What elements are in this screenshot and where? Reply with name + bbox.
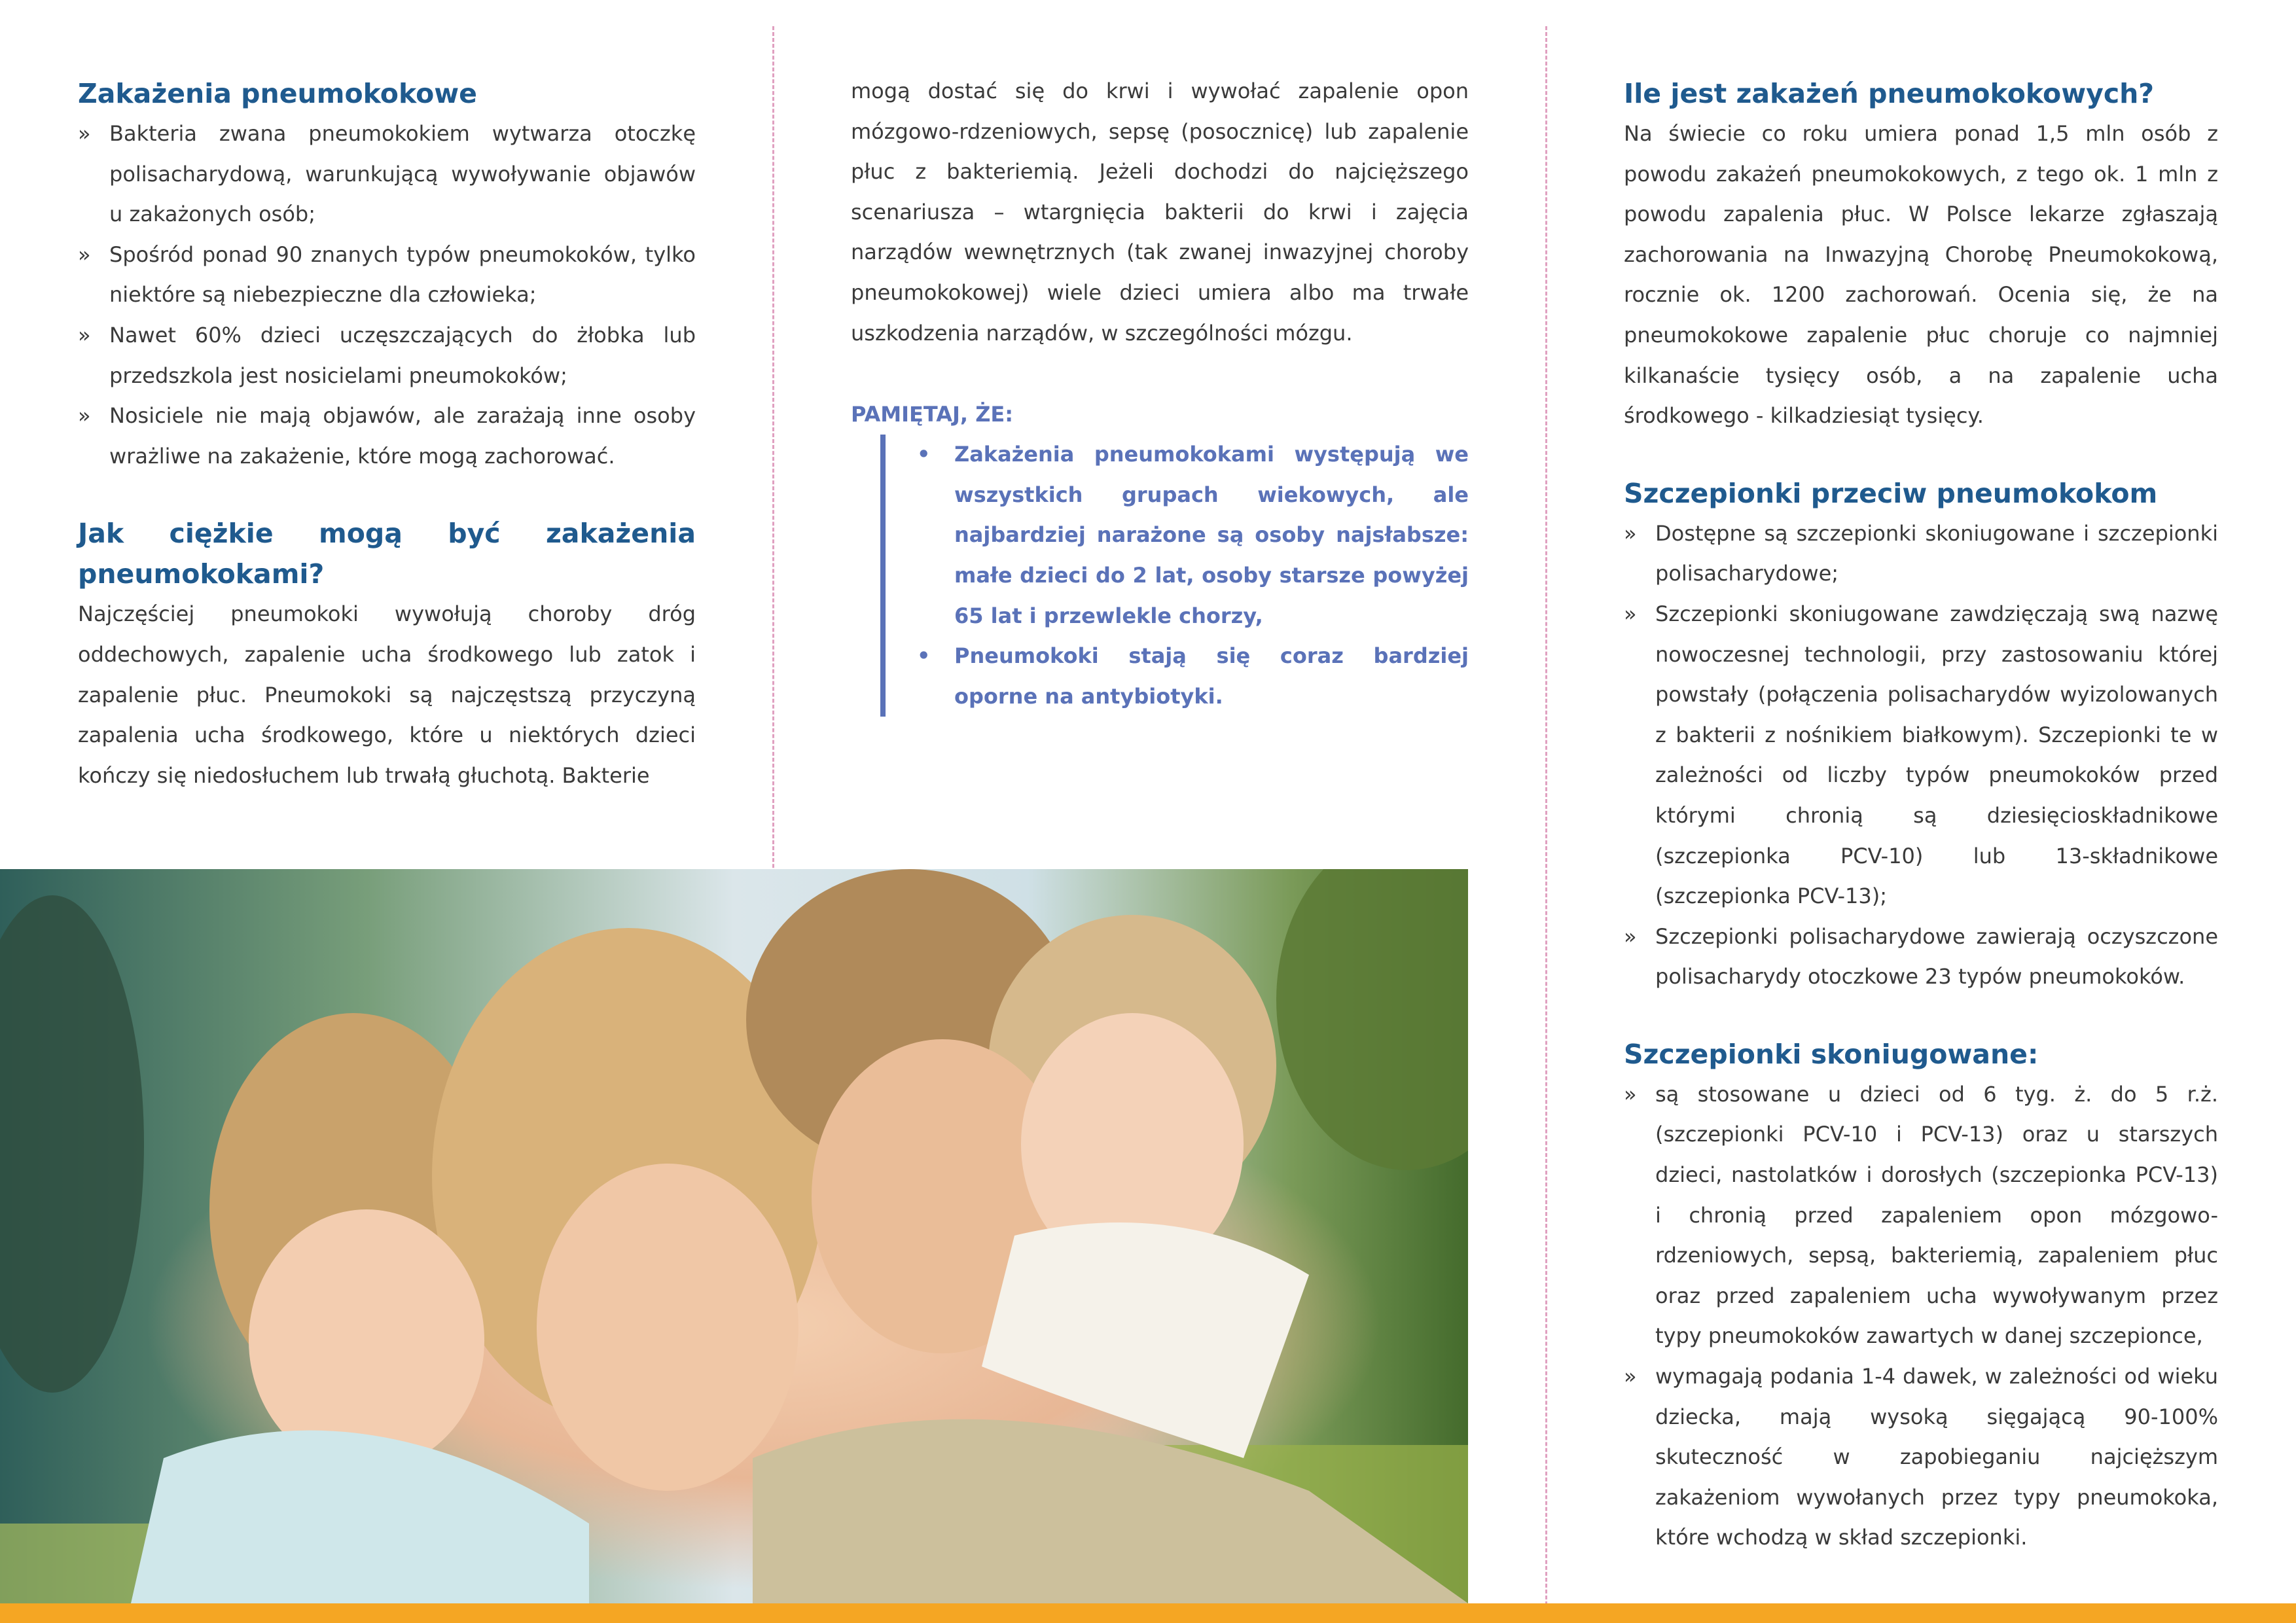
remember-box	[880, 435, 1469, 717]
vaccines-list	[1624, 514, 2218, 997]
middle-panel	[851, 0, 1469, 717]
severity-paragraph-continued: mogą dostać się do krwi i wywołać zapalenie opon mózgowo-rdzeniowych, sepsę (posocznicę) lub zapalenie płuc z bakteriemią. Jeżeli dochodzi do najcięższego scenariusza – wtargnięcia bakterii do krwi i zajęcia narządów wewnętrznych (tak zwanej inwazyjnej choroby pneumokokowej) wiele dzieci umiera albo ma trwałe uszkodzenia narządów, w szczególności mózgu.	[851, 79, 1469, 346]
left-panel	[78, 0, 696, 796]
heading-conjugate-vaccines: Szczepionki skoniugowane:	[1624, 1038, 2039, 1070]
heading-severity: Jak ciężkie mogą być zakażenia pneumokokami?	[78, 518, 696, 590]
conjugate-vaccines-list	[1624, 1075, 2218, 1558]
remember-title: PAMIĘTAJ, ŻE:	[851, 402, 1014, 427]
list-item: » Spośród ponad 90 znanych typów pneumokoków, tylko niektóre są niebezpieczne dla człowieka;	[78, 235, 696, 315]
list-item: » Dostępne są szczepionki skoniugowane i szczepionki polisacharydowe;	[1624, 514, 2218, 594]
heading-how-many-infections: Ile jest zakażeń pneumokokowych?	[1624, 78, 2155, 109]
statistics-paragraph: Na świecie co roku umiera ponad 1,5 mln osób z powodu zakażeń pneumokokowych, z tego ok. 1 mln z powodu zapalenia płuc. W Polsce lekarze zgłaszają zachorowania na Inwazyjną Chorobę Pneumokokową, rocznie ok. 1200 zachorowań. Ocenia się, że na pneumokokowe zapalenie płuc choruje co najmniej kilkanaście tysięcy osób, a na zapalenie ucha środkowego - kilkadziesiąt tysięcy.	[1624, 121, 2218, 429]
list-item: » wymagają podania 1-4 dawek, w zależności od wieku dziecka, mają wysoką sięgającą 90-100% skuteczność w zapobieganiu najcięższym zakażeniom wywołanych przez typy pneumokoka, które wchodzą w skład szczepionki.	[1624, 1357, 2218, 1558]
list-item: » Nosiciele nie mają objawów, ale zarażają inne osoby wrażliwe na zakażenie, które mogą zachorować.	[78, 396, 696, 476]
severity-paragraph: Najczęściej pneumokoki wywołują choroby dróg oddechowych, zapalenie ucha środkowego lub zatok i zapalenie płuc. Pneumokoki są najczęstszą przyczyną zapalenia ucha środkowego, które u niektórych dzieci kończy się niedosłuchem lub trwałą głuchotą. Bakterie	[78, 601, 696, 788]
list-item: » Nawet 60% dzieci uczęszczających do żłobka lub przedszkola jest nosicielami pneumokoków;	[78, 315, 696, 396]
family-photo-illustration	[0, 869, 1468, 1603]
heading-pneumococcal-infections: Zakażenia pneumokokowe	[78, 78, 477, 109]
list-item: » Szczepionki polisacharydowe zawierają oczyszczone polisacharydy otoczkowe 23 typów pneumokoków.	[1624, 917, 2218, 997]
list-item: • Zakażenia pneumokokami występują we wszystkich grupach wiekowych, ale najbardziej narażone są osoby najsłabsze: małe dzieci do 2 lat, osoby starsze powyżej 65 lat i przewlekle chorzy,	[917, 435, 1469, 636]
list-item: » są stosowane u dzieci od 6 tyg. ż. do 5 r.ż. (szczepionki PCV-10 i PCV-13) oraz u starszych dzieci, nastolatków i dorosłych (szczepionka PCV-13) i chronią przed zapaleniem opon mózgowo-rdzeniowych, sepsą, bakteriemią, zapaleniem płuc oraz przed zapaleniem ucha wywoływanym przez typy pneumokoków zawartych w danej szczepionce,	[1624, 1075, 2218, 1357]
list-item: » Szczepionki skoniugowane zawdzięczają swą nazwę nowoczesnej technologii, przy zastosowaniu której powstały (połączenia polisacharydów wyizolowanych z bakterii z nośnikiem białkowym). Szczepionki te w zależności od liczby typów pneumokoków przed którymi chronią są dziesięcioskładnikowe (szczepionka PCV-10) lub 13-składnikowe (szczepionka PCV-13);	[1624, 594, 2218, 917]
heading-vaccines: Szczepionki przeciw pneumokokom	[1624, 477, 2158, 509]
list-item: » Bakteria zwana pneumokokiem wytwarza otoczkę polisacharydową, warunkującą wywoływanie objawów u zakażonych osób;	[78, 114, 696, 235]
remember-list	[917, 435, 1469, 717]
right-panel	[1624, 0, 2218, 1558]
fold-line-right	[1545, 26, 1547, 1623]
list-item: • Pneumokoki stają się coraz bardziej oporne na antybiotyki.	[917, 636, 1469, 717]
family-photo	[0, 869, 1468, 1603]
bottom-accent-bar	[0, 1603, 2296, 1623]
infection-facts-list	[78, 114, 696, 476]
